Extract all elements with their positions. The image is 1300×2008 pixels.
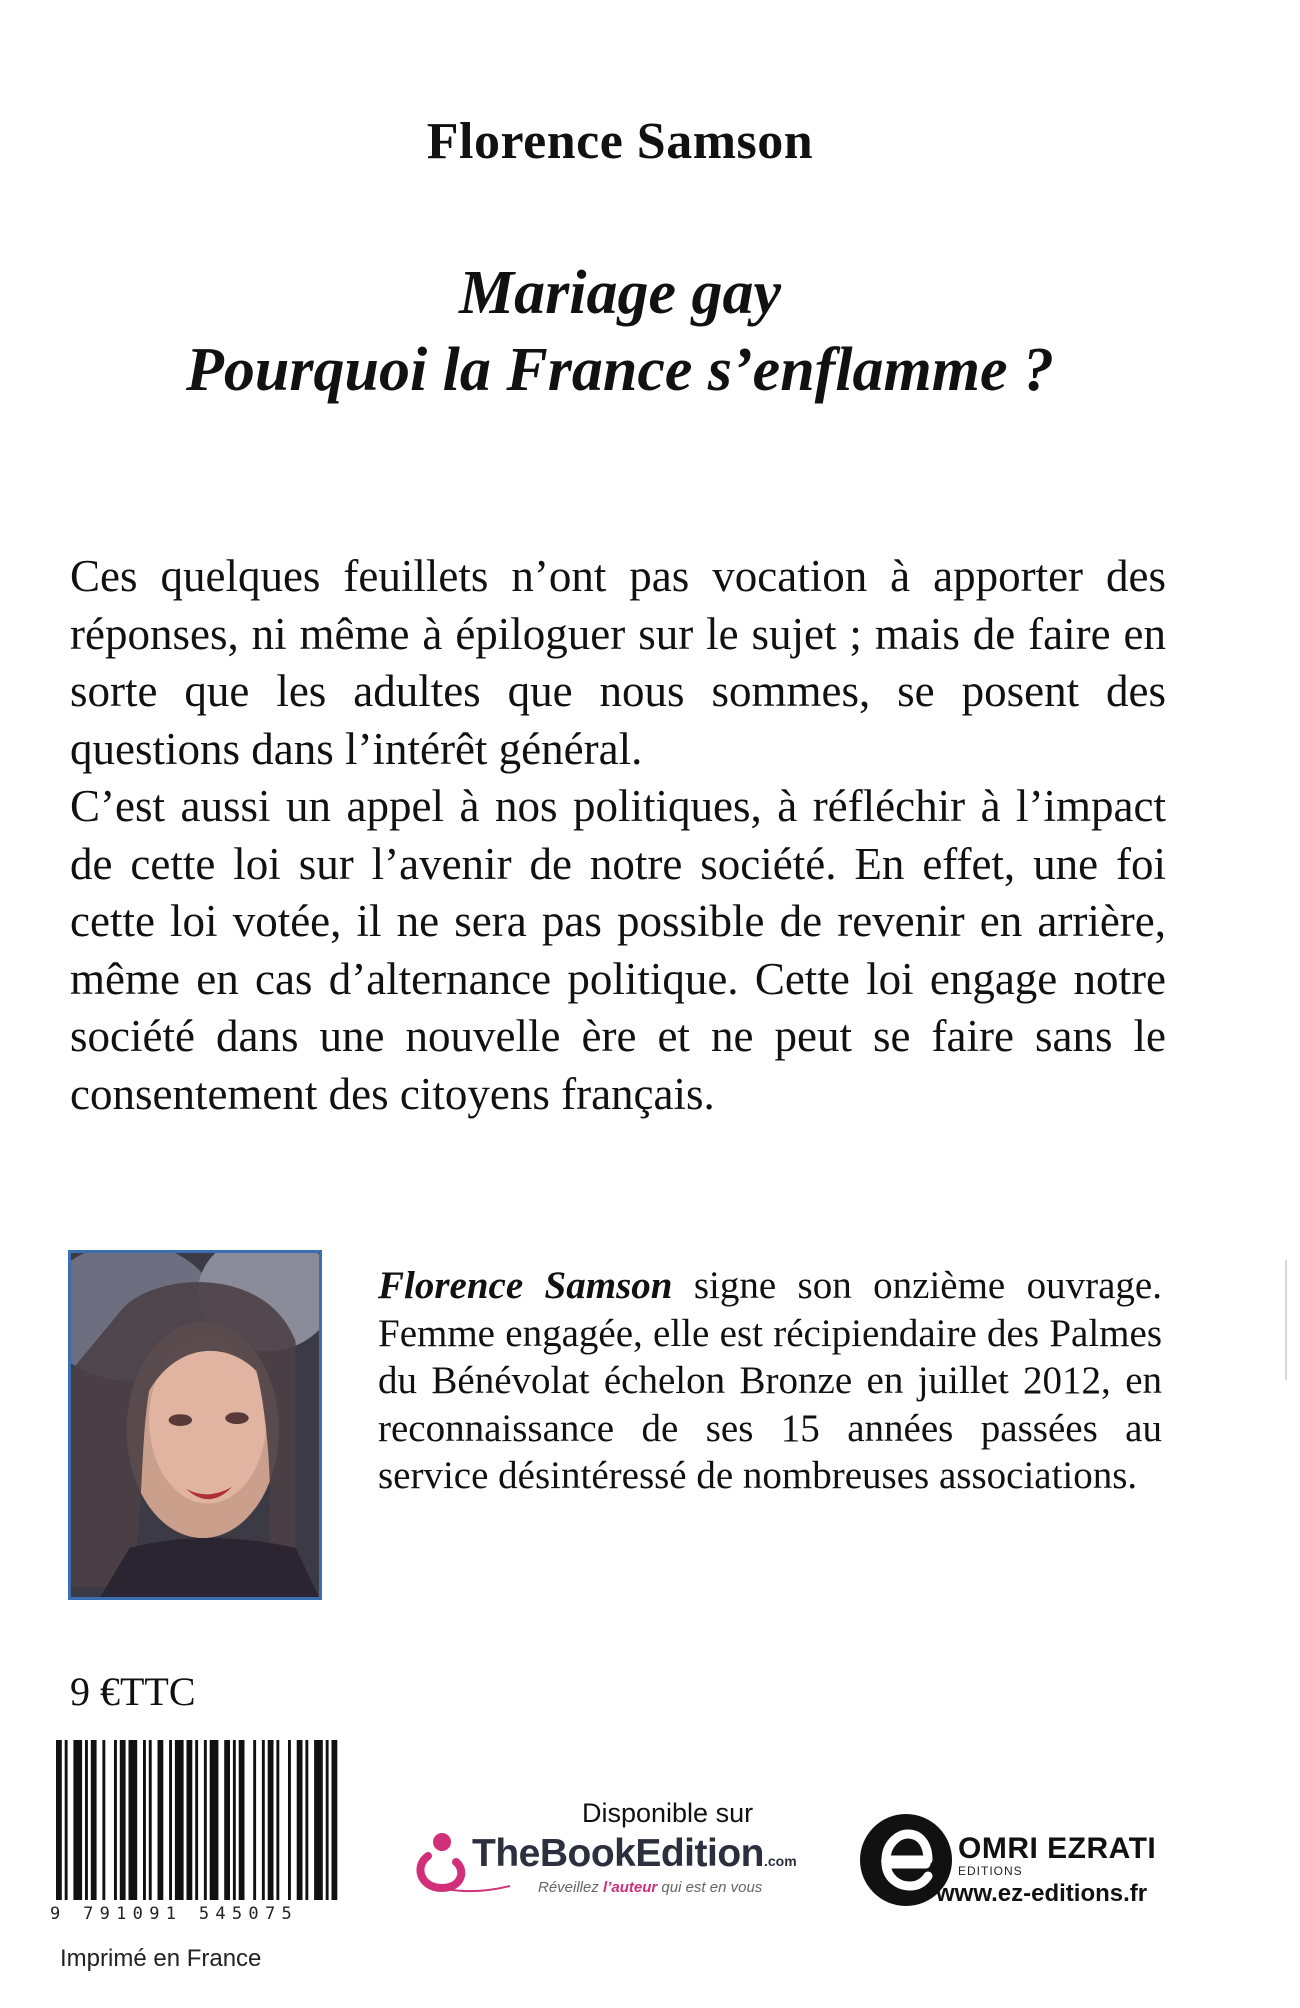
author-bio xyxy=(378,1262,1162,1500)
barcode-bar xyxy=(149,1740,152,1900)
barcode-bar xyxy=(143,1740,146,1900)
barcode-bar xyxy=(114,1740,117,1900)
bio-text: signe son onzième ouvrage. Femme engagée, elle est récipiendaire des Palmes du Bénévolat échelon Bronze en juillet 2012, en reconnaissance de ses 15 années passées au service désintéressé de nombreuses associations. xyxy=(378,1264,1162,1497)
tagline-accent: l’auteur xyxy=(603,1879,658,1896)
thebookedition-suffix: .com xyxy=(763,1853,797,1869)
author-heading: Florence Samson xyxy=(426,113,814,170)
barcode-bar xyxy=(195,1740,198,1900)
barcode-bar xyxy=(102,1740,105,1900)
barcode-bar xyxy=(253,1740,256,1900)
publisher-name: OMRI EZRATI xyxy=(958,1832,1157,1865)
barcode-bar xyxy=(210,1740,219,1900)
barcode-bar xyxy=(169,1740,172,1900)
price: 9 €TTC xyxy=(70,1669,196,1714)
thebookedition-name: TheBookEdition xyxy=(472,1832,764,1875)
barcode-bar xyxy=(65,1740,68,1900)
blurb-paragraph-1: Ces quelques feuillets n’ont pas vocation à apporter des réponses, ni même à épiloguer sur le sujet ; mais de faire en sorte que les adultes que nous sommes, se posent des questions dans l’intérêt général. xyxy=(70,551,1166,774)
publisher-subtitle: EDITIONS xyxy=(958,1864,1023,1878)
tagline-part-1: Réveillez xyxy=(538,1879,604,1896)
barcode-bar xyxy=(288,1740,291,1900)
barcode-bar xyxy=(305,1740,308,1900)
edge-mark xyxy=(1285,1260,1287,1380)
barcode-bar xyxy=(262,1740,265,1900)
isbn-barcode xyxy=(50,1740,340,1900)
thebookedition-brand xyxy=(472,1832,797,1876)
barcode-bars xyxy=(50,1740,340,1900)
blurb-paragraph-2: C’est aussi un appel à nos politiques, à réfléchir à l’impact de cette loi sur l’avenir de notre société. En effet, une foi cette loi votée, il ne sera pas possible de revenir en arrière, même en cas d’alternance politique. Cette loi engage notre société dans une nouvelle ère et ne peut se faire sans le consentement des citoyens français. xyxy=(70,781,1166,1119)
book-title-line-2: Pourquoi la France s’enflamme ? xyxy=(185,336,1055,404)
barcode-bar xyxy=(56,1740,62,1900)
barcode-bar xyxy=(129,1740,138,1900)
barcode-bar xyxy=(73,1740,82,1900)
available-on-label: Disponible sur xyxy=(582,1798,754,1828)
barcode-bar xyxy=(332,1740,338,1900)
barcode-bar xyxy=(326,1740,329,1900)
barcode-bar xyxy=(314,1740,323,1900)
tagline-part-2: qui est en vous xyxy=(657,1879,763,1896)
blurb xyxy=(70,548,1166,1123)
author-photo xyxy=(68,1250,322,1600)
barcode-bar xyxy=(91,1740,97,1900)
barcode-digits: 9 791091 545075 xyxy=(50,1904,299,1924)
barcode-bar xyxy=(224,1740,230,1900)
barcode-bar xyxy=(297,1740,303,1900)
barcode-bar xyxy=(158,1740,164,1900)
barcode-bar xyxy=(120,1740,126,1900)
barcode-bar xyxy=(233,1740,236,1900)
thebookedition-tagline xyxy=(538,1879,762,1896)
barcode-bar xyxy=(175,1740,184,1900)
barcode-bar xyxy=(276,1740,279,1900)
barcode-bar xyxy=(204,1740,207,1900)
barcode-bar xyxy=(239,1740,245,1900)
publisher-website: www.ez-editions.fr xyxy=(936,1880,1148,1907)
printed-in-label: Imprimé en France xyxy=(60,1945,262,1972)
barcode-bar xyxy=(268,1740,274,1900)
book-title-line-1: Mariage gay xyxy=(458,259,782,327)
barcode-bar xyxy=(85,1740,88,1900)
barcode-bar xyxy=(187,1740,193,1900)
bio-author-name: Florence Samson xyxy=(378,1264,673,1307)
